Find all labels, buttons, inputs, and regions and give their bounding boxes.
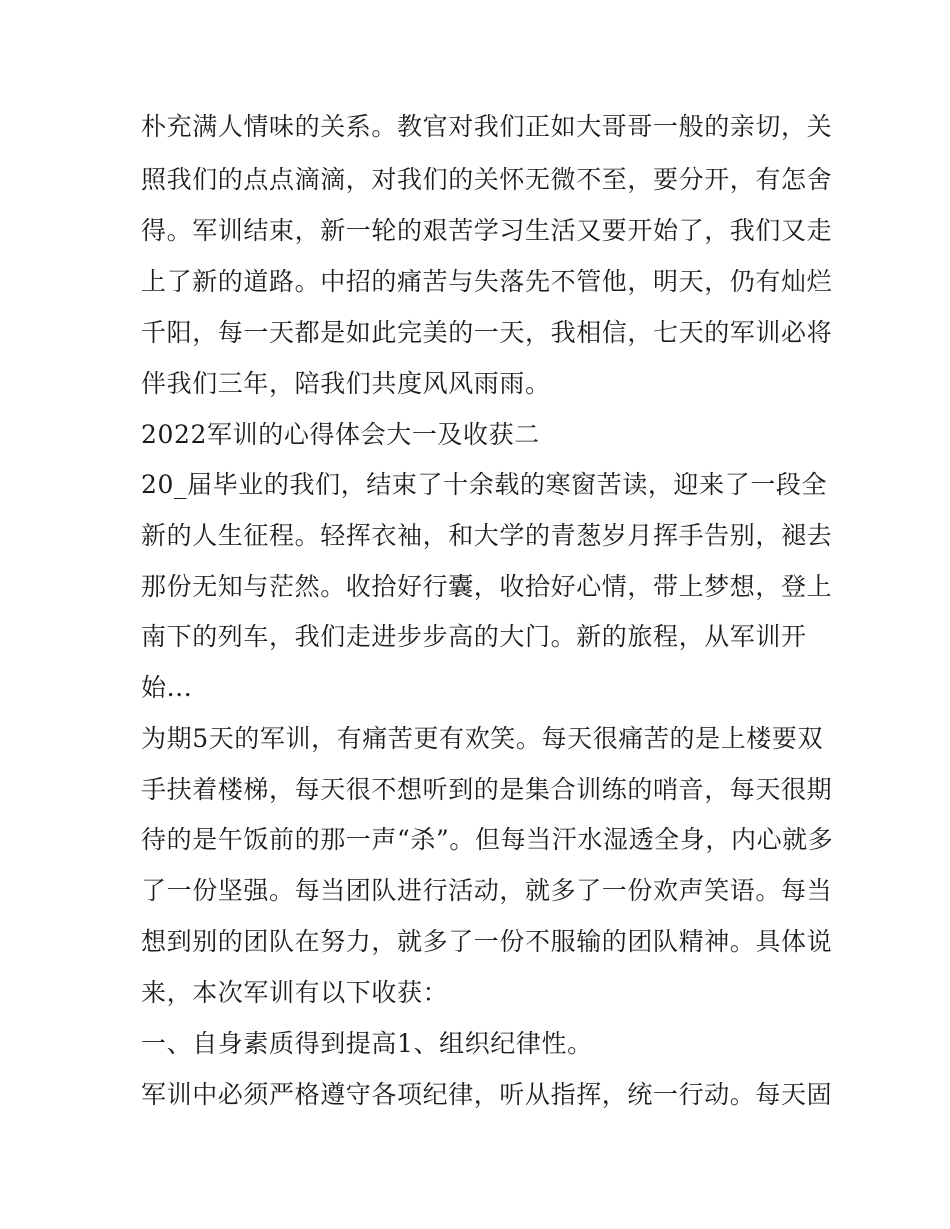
text-line: 待的是午饭前的那一声“杀”。但每当汗水湿透全身，内心就多 xyxy=(141,825,834,854)
text-line: 上了新的道路。中招的痛苦与失落先不管他，明天，仍有灿烂 xyxy=(141,267,833,296)
text-line: 始... xyxy=(141,673,193,702)
text-line: 朴充满人情味的关系。教官对我们正如大哥哥一般的亲切，关 xyxy=(141,112,833,141)
text-line: 想到别的团队在努力，就多了一份不服输的团队精神。具体说 xyxy=(141,927,833,956)
text-line: 来，本次军训有以下收获： xyxy=(141,978,449,1007)
text-line: 南下的列车，我们走进步步高的大门。新的旅程，从军训开 xyxy=(141,622,807,651)
text-line: 20_届毕业的我们，结束了十余载的寒窗苦读，迎来了一段全 xyxy=(141,470,828,499)
text-line: 了一份坚强。每当团队进行活动，就多了一份欢声笑语。每当 xyxy=(141,876,833,905)
text-line: 得。军训结束，新一轮的艰苦学习生活又要开始了，我们又走 xyxy=(141,216,833,245)
text-line: 为期5天的军训，有痛苦更有欢笑。每天很痛苦的是上楼要双 xyxy=(141,724,824,753)
section-heading: 2022军训的心得体会大一及收获二 xyxy=(141,420,540,449)
text-line: 千阳，每一天都是如此完美的一天，我相信，七天的军训必将 xyxy=(141,318,833,347)
text-line: 那份无知与茫然。收拾好行囊，收拾好心情，带上梦想，登上 xyxy=(141,572,833,601)
text-line: 军训中必须严格遵守各项纪律，听从指挥，统一行动。每天固 xyxy=(141,1080,833,1109)
text-line: 伴我们三年，陪我们共度风风雨雨。 xyxy=(141,369,551,398)
text-line: 手扶着楼梯，每天很不想听到的是集合训练的哨音，每天很期 xyxy=(141,775,833,804)
text-line: 照我们的点点滴滴，对我们的关怀无微不至，要分开，有怎舍 xyxy=(141,165,833,194)
text-line: 新的人生征程。轻挥衣袖，和大学的青葱岁月挥手告别，褪去 xyxy=(141,521,833,550)
text-line: 一、自身素质得到提高1、组织纪律性。 xyxy=(141,1029,593,1058)
